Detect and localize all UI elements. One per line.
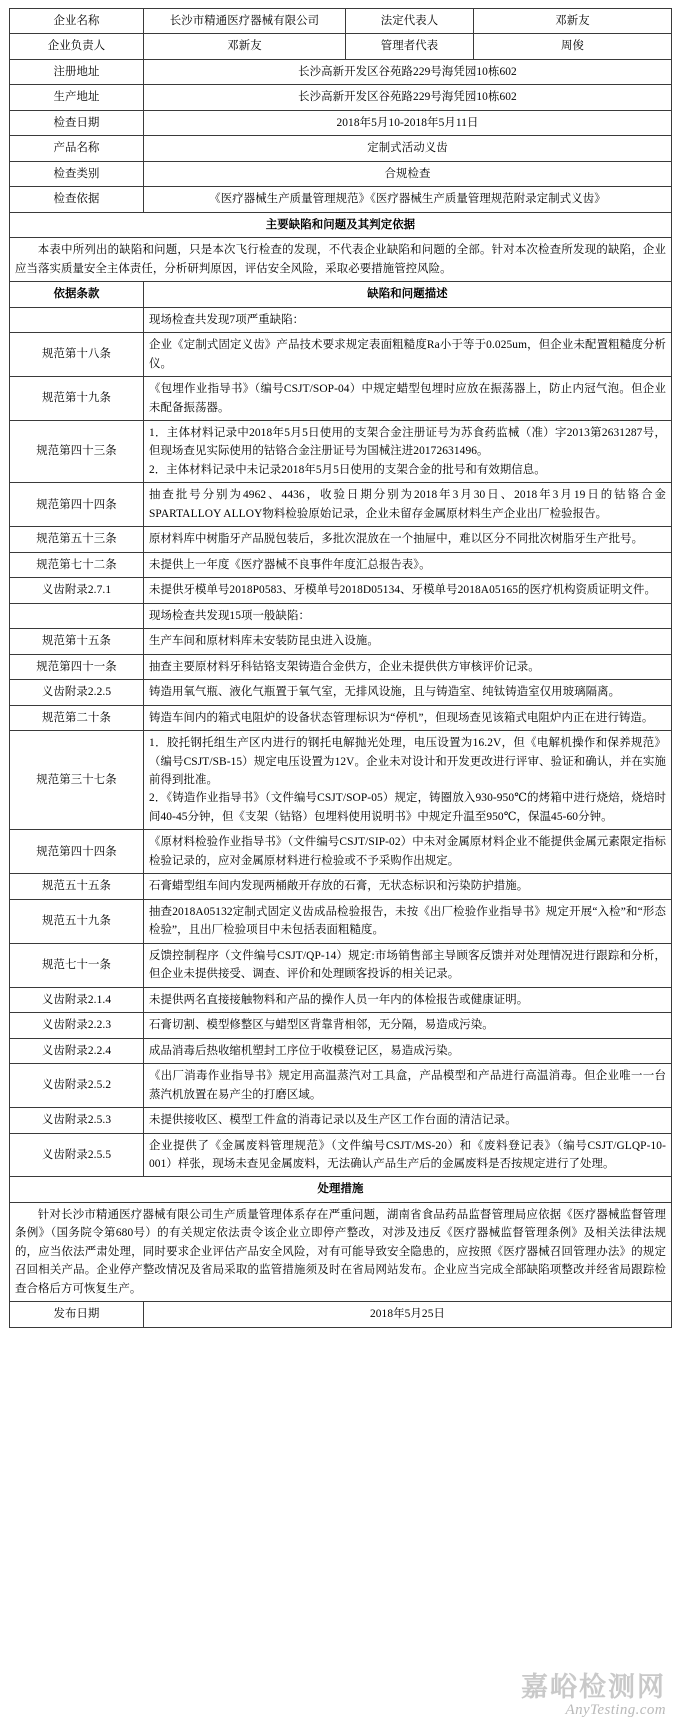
defect-description: [144, 1064, 672, 1108]
defect-row: [10, 654, 672, 679]
defect-description: [144, 552, 672, 577]
defect-clause: 规范第四十四条: [10, 830, 144, 874]
defects-preamble-row: [10, 238, 672, 282]
field-value-legal-representative: 邓新友: [474, 9, 672, 34]
defect-clause: 义齿附录2.7.1: [10, 578, 144, 603]
defect-description: [144, 603, 672, 628]
defect-clause: 规范第三十七条: [10, 731, 144, 830]
defect-description: [144, 1108, 672, 1133]
field-label-publish-date: 发布日期: [10, 1302, 144, 1327]
defect-row: [10, 1013, 672, 1038]
defect-description-line: 《原材料检验作业指导书》（文件编号CSJT/SIP-02）中未对金属原材料企业不能提供金属元素限定指标检验记录的，应对金属原材料进行检验或不予采购作出规定。: [149, 836, 666, 867]
defect-description-line: 铸造用氧气瓶、液化气瓶置于氧气室，无排风设施，且与铸造室、纯钛铸造室仅用玻璃隔离。: [149, 686, 621, 699]
watermark: [521, 1674, 666, 1720]
publish-date-row: [10, 1302, 672, 1327]
defects-preamble-text: 本表中所列出的缺陷和问题，只是本次飞行检查的发现，不代表企业缺陷和问题的全部。针对本次检查所发现的缺陷，企业应当落实质量安全主体责任，分析研判原因，评估安全风险，采取必要措施管控风险。: [15, 244, 666, 275]
defect-row: [10, 987, 672, 1012]
defect-clause: 规范第十八条: [10, 333, 144, 377]
defect-row: [10, 899, 672, 943]
defect-description-line: 现场检查共发现7项严重缺陷：: [149, 313, 305, 326]
info-row: [10, 187, 672, 212]
defect-row: [10, 830, 672, 874]
defect-clause: 义齿附录2.2.4: [10, 1038, 144, 1063]
info-row: [10, 34, 672, 59]
measures-paragraph-text: 针对长沙市精通医疗器械有限公司生产质量管理体系存在严重问题，湖南省食品药品监督管理局应依据《医疗器械监督管理条例》（国务院令第680号）的有关规定依法责令该企业立即停产整改，对涉及违反《医疗器械监督管理条例》及相关法律法规的，应当依法严肃处理，同时要求企业评估产品安全风险，对有可能导致安全隐患的，应按照《医疗器械召回管理办法》的规定召回相关产品。企业停产整改情况及省局采取的监管措施须及时在省局网站发布。企业应当完成全部缺陷项整改并经省局跟踪检查合格后方可恢复生产。: [15, 1208, 666, 1295]
defect-description-line: 2．《铸造作业指导书》（文件编号CSJT/SOP-05）规定，铸圈放入930-950℃的烤箱中进行烧焙，烧焙时间40-45分钟，但《支架（钴铬）包埋料使用说明书》中规定升温至950℃，保温45-60分钟。: [149, 792, 666, 823]
defect-clause: 规范第五十三条: [10, 527, 144, 552]
info-row: [10, 110, 672, 135]
defect-description-line: 企业《定制式固定义齿》产品技术要求规定表面粗糙度Ra小于等于0.025um，但企业未配置粗糙度分析仪。: [149, 339, 666, 370]
defect-clause: 义齿附录2.5.3: [10, 1108, 144, 1133]
column-header-clause: 依据条款: [10, 282, 144, 307]
defect-row: [10, 420, 672, 482]
field-label-production-address: 生产地址: [10, 85, 144, 110]
field-label-inspection-basis: 检查依据: [10, 187, 144, 212]
defect-description: [144, 680, 672, 705]
info-row: [10, 59, 672, 84]
defect-description-line: 石膏蜡型组车间内发现两桶敞开存放的石膏，无状态标识和污染防护措施。: [149, 880, 529, 893]
defect-clause: 义齿附录2.2.3: [10, 1013, 144, 1038]
info-row: [10, 9, 672, 34]
measures-paragraph: [10, 1202, 672, 1301]
defect-clause: 义齿附录2.5.5: [10, 1133, 144, 1177]
info-row: [10, 85, 672, 110]
defect-row: [10, 578, 672, 603]
defect-description-line: 1．胶托钢托组生产区内进行的钢托电解抛光处理，电压设置为16.2V，但《电解机操作和保养规范》（编号CSJT/SB-15）规定电压设置为12V。企业未对设计和开发更改进行评审、验证和确认，并在实施前得到批准。: [149, 737, 666, 786]
defect-description-line: 石膏切割、模型修整区与蜡型区背靠背相邻，无分隔，易造成污染。: [149, 1019, 494, 1032]
defect-description: [144, 629, 672, 654]
field-value-company-name: 长沙市精通医疗器械有限公司: [144, 9, 346, 34]
field-value-inspection-category: 合规检查: [144, 161, 672, 186]
defect-clause: 规范七十一条: [10, 943, 144, 987]
defect-clause: 义齿附录2.1.4: [10, 987, 144, 1012]
defects-header-row: [10, 282, 672, 307]
defect-row: [10, 333, 672, 377]
defect-clause: 义齿附录2.2.5: [10, 680, 144, 705]
defect-description-line: 铸造车间内的箱式电阻炉的设备状态管理标识为“停机”，但现场查见该箱式电阻炉内正在进行铸造。: [149, 711, 654, 724]
defect-row: [10, 1038, 672, 1063]
defect-clause: 规范第四十三条: [10, 420, 144, 482]
info-row: [10, 136, 672, 161]
defects-section-title: 主要缺陷和问题及其判定依据: [10, 212, 672, 237]
field-value-publish-date: 2018年5月25日: [144, 1302, 672, 1327]
field-label-inspection-category: 检查类别: [10, 161, 144, 186]
defect-description-line: 反馈控制程序（文件编号CSJT/QP-14）规定:市场销售部主导顾客反馈并对处理情况进行跟踪和分析，但企业未提供接受、调查、评价和处理顾客投诉的相关记录。: [149, 949, 666, 981]
defect-description: [144, 987, 672, 1012]
defect-description: [144, 1038, 672, 1063]
defect-description-line: 未提供牙模单号2018P0583、牙模单号2018D05134、牙模单号2018A05165的医疗机构资质证明文件。: [149, 584, 656, 597]
defect-row: [10, 680, 672, 705]
defect-clause: [10, 603, 144, 628]
field-value-person-in-charge: 邓新友: [144, 34, 346, 59]
defect-row: [10, 552, 672, 577]
field-label-product-name: 产品名称: [10, 136, 144, 161]
defect-description: [144, 420, 672, 482]
defect-description: [144, 307, 672, 332]
field-value-registered-address: 长沙高新开发区谷苑路229号海凭园10栋602: [144, 59, 672, 84]
defect-row: [10, 705, 672, 730]
measures-text-row: [10, 1202, 672, 1301]
defect-row: [10, 527, 672, 552]
defect-description-line: 抽查主要原材料牙科钴铬支架铸造合金供方，企业未提供供方审核评价记录。: [149, 660, 540, 673]
field-value-inspection-basis: 《医疗器械生产质量管理规范》《医疗器械生产质量管理规范附录定制式义齿》: [144, 187, 672, 212]
defects-section-title-row: [10, 212, 672, 237]
defect-clause: 义齿附录2.5.2: [10, 1064, 144, 1108]
defect-row: [10, 874, 672, 899]
watermark-en-text: AnyTesting.com: [565, 1702, 666, 1719]
defect-description: [144, 705, 672, 730]
defect-description: [144, 527, 672, 552]
inspection-report-table: [9, 8, 672, 1328]
defect-description: [144, 830, 672, 874]
info-row: [10, 161, 672, 186]
defect-row: [10, 307, 672, 332]
field-label-company-name: 企业名称: [10, 9, 144, 34]
table-body: [10, 9, 672, 308]
defect-clause: 规范第十五条: [10, 629, 144, 654]
defect-description: [144, 1133, 672, 1177]
defect-clause: [10, 307, 144, 332]
defect-description: [144, 578, 672, 603]
defect-description-line: 2．主体材料记录中未记录2018年5月5日使用的支架合金的批号和有效期信息。: [149, 463, 546, 476]
defects-preamble: [10, 238, 672, 282]
defect-description: [144, 899, 672, 943]
column-header-description: 缺陷和问题描述: [144, 282, 672, 307]
defect-clause: 规范第四十一条: [10, 654, 144, 679]
defect-description-line: 《出厂消毒作业指导书》规定用高温蒸汽对工具盒，产品模型和产品进行高温消毒。但企业唯一一台蒸汽机放置在易产尘的打磨区域。: [149, 1070, 666, 1101]
defect-row: [10, 943, 672, 987]
defect-description: [144, 483, 672, 527]
defect-description-line: 未提供两名直接接触物料和产品的操作人员一年内的体检报告或健康证明。: [149, 993, 529, 1006]
field-value-production-address: 长沙高新开发区谷苑路229号海凭园10栋602: [144, 85, 672, 110]
defect-description: [144, 377, 672, 421]
defect-description: [144, 943, 672, 987]
defect-description-line: 抽查批号分别为4962、4436，收验日期分别为2018年3月30日、2018年3月19日的钴铬合金SPARTALLOY ALLOY物料检验原始记录，企业未留存金属原材料生产企业出厂检验报告。: [149, 489, 666, 520]
defect-description: [144, 654, 672, 679]
defect-description: [144, 874, 672, 899]
field-label-inspection-date: 检查日期: [10, 110, 144, 135]
defect-description-line: 抽查2018A05132定制式固定义齿成品检验报告，未按《出厂检验作业指导书》规定开展“入检”和“形态检验”，且出厂检验项目中未包括表面粗糙度。: [149, 905, 666, 937]
defect-row: [10, 377, 672, 421]
defect-row: [10, 603, 672, 628]
field-value-product-name: 定制式活动义齿: [144, 136, 672, 161]
defect-description-line: 原材料库中树脂牙产品脱包装后，多批次混放在一个抽屉中，难以区分不同批次树脂牙生产批号。: [149, 533, 644, 546]
defect-description-line: 生产车间和原材料库未安装防昆虫进入设施。: [149, 635, 379, 648]
defect-description-line: 未提供上一年度《医疗器械不良事件年度汇总报告表》。: [149, 558, 431, 571]
measures-section-title: 处理措施: [10, 1177, 672, 1202]
defect-row: [10, 731, 672, 830]
field-value-management-representative: 周俊: [474, 34, 672, 59]
defect-description: [144, 731, 672, 830]
field-label-registered-address: 注册地址: [10, 59, 144, 84]
defect-clause: 规范五十九条: [10, 899, 144, 943]
field-label-person-in-charge: 企业负责人: [10, 34, 144, 59]
defect-clause: 规范第四十四条: [10, 483, 144, 527]
defect-row: [10, 1064, 672, 1108]
defect-description: [144, 333, 672, 377]
defect-clause: 规范第七十二条: [10, 552, 144, 577]
measures-title-row: [10, 1177, 672, 1202]
defect-clause: 规范第十九条: [10, 377, 144, 421]
defect-row: [10, 483, 672, 527]
defect-description-line: 《包埋作业指导书》（编号CSJT/SOP-04）中规定蜡型包埋时应放在振荡器上，防止内冠气泡。但企业未配备振荡器。: [149, 383, 666, 414]
defect-description-line: 1．主体材料记录中2018年5月5日使用的支架合金注册证号为苏食药监械（准）字2013第2631287号，但现场查见实际使用的钴铬合金注册证号为国械注进20172631496。: [149, 426, 666, 458]
defect-clause: 规范五十五条: [10, 874, 144, 899]
defect-description-line: 成品消毒后热收缩机塑封工序位于收模登记区，易造成污染。: [149, 1044, 460, 1057]
defect-description: [144, 1013, 672, 1038]
field-label-legal-representative: 法定代表人: [346, 9, 474, 34]
watermark-cn-text: 嘉峪检测网: [521, 1672, 666, 1703]
field-value-inspection-date: 2018年5月10-2018年5月11日: [144, 110, 672, 135]
defect-description-line: 现场检查共发现15项一般缺陷：: [149, 609, 310, 622]
defect-clause: 规范第二十条: [10, 705, 144, 730]
defect-row: [10, 1133, 672, 1177]
defect-description-line: 未提供接收区、模型工件盒的消毒记录以及生产区工作台面的清洁记录。: [149, 1114, 517, 1127]
defect-row: [10, 1108, 672, 1133]
defect-row: [10, 629, 672, 654]
defect-description-line: 企业提供了《金属废料管理规范》（文件编号CSJT/MS-20）和《废料登记表》（编号CSJT/GLQP-10-001）样张，现场未查见金属废料，无法确认产品生产后的金属废料是否按规定进行了处理。: [149, 1139, 666, 1170]
field-label-management-representative: 管理者代表: [346, 34, 474, 59]
